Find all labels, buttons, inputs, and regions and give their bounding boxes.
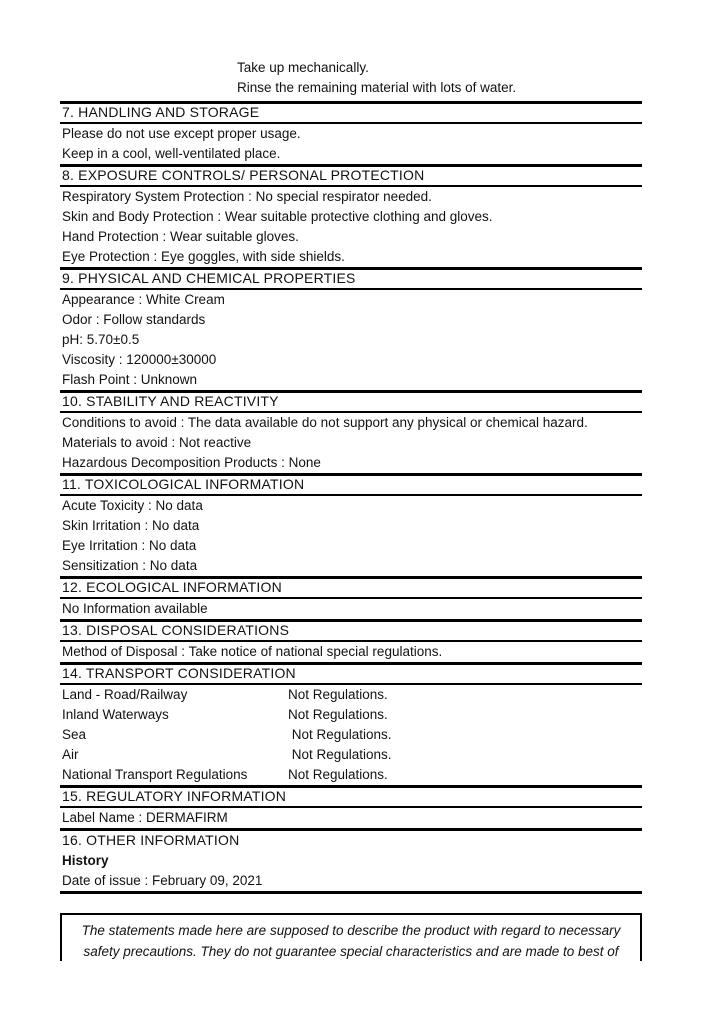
section-handling-and-storage: [60, 101, 642, 164]
section-stability-reactivity: [60, 390, 642, 473]
transport-regulation-value: Not Regulations.: [288, 747, 392, 762]
section-line: pH: 5.70±0.5: [62, 332, 140, 347]
disclaimer-line: safety precautions. They do not guarantee special characteristics and are made to best of: [83, 944, 619, 959]
section-line: Materials to avoid : Not reactive: [62, 435, 252, 450]
transport-row: [60, 705, 642, 725]
section-toxicological-information: [60, 473, 642, 576]
section-title: 15. REGULATORY INFORMATION: [60, 785, 642, 808]
transport-regulation-value: Not Regulations.: [288, 687, 388, 702]
section-line: Keep in a cool, well-ventilated place.: [62, 146, 281, 161]
section-line: Please do not use except proper usage.: [62, 126, 301, 141]
section-line: Method of Disposal : Take notice of national special regulations.: [62, 644, 443, 659]
section-title: 14. TRANSPORT CONSIDERATION: [60, 662, 642, 685]
sds-document-page: [60, 58, 642, 961]
section-line: Hazardous Decomposition Products : None: [62, 455, 321, 470]
section-title: 8. EXPOSURE CONTROLS/ PERSONAL PROTECTION: [60, 164, 642, 187]
section-line: Viscosity : 120000±30000: [62, 352, 217, 367]
disclaimer-box: [60, 913, 642, 961]
section-ecological-information: [60, 576, 642, 619]
history-subheading: History: [62, 853, 109, 868]
section-title: 10. STABILITY AND REACTIVITY: [60, 390, 642, 413]
section-title: 12. ECOLOGICAL INFORMATION: [60, 576, 642, 599]
section-line: Respiratory System Protection : No special respirator needed.: [62, 189, 432, 204]
section-title: 7. HANDLING AND STORAGE: [60, 101, 642, 124]
transport-mode-label: Air: [62, 747, 79, 762]
section-exposure-controls: [60, 164, 642, 267]
section-line: Skin Irritation : No data: [62, 518, 200, 533]
section-line: No Information available: [62, 601, 208, 616]
transport-row: [60, 745, 642, 765]
section-title: 11. TOXICOLOGICAL INFORMATION: [60, 473, 642, 496]
transport-mode-label: National Transport Regulations: [62, 767, 248, 782]
section-line: Acute Toxicity : No data: [62, 498, 203, 513]
transport-regulation-value: Not Regulations.: [288, 707, 388, 722]
section-physical-chemical-properties: [60, 267, 642, 390]
section-line: Skin and Body Protection : Wear suitable protective clothing and gloves.: [62, 209, 493, 224]
transport-row: [60, 685, 642, 705]
section-transport-consideration: [60, 662, 642, 785]
transport-row: [60, 725, 642, 745]
section-line: Appearance : White Cream: [62, 292, 225, 307]
transport-mode-label: Land - Road/Railway: [62, 687, 188, 702]
transport-regulation-value: Not Regulations.: [288, 767, 388, 782]
intro-line: Rinse the remaining material with lots of water.: [237, 80, 517, 95]
section-line: Conditions to avoid : The data available do not support any physical or chemical hazard.: [62, 415, 588, 430]
section-title: 9. PHYSICAL AND CHEMICAL PROPERTIES: [60, 267, 642, 290]
disclaimer-line: The statements made here are supposed to describe the product with regard to necessary: [81, 923, 621, 938]
section-line: Sensitization : No data: [62, 558, 198, 573]
section-title: 13. DISPOSAL CONSIDERATIONS: [60, 619, 642, 642]
section-line: Label Name : DERMAFIRM: [62, 810, 228, 825]
section-title: 16. OTHER INFORMATION: [60, 828, 642, 851]
transport-mode-label: Sea: [62, 727, 87, 742]
section-other-information: [60, 828, 642, 894]
transport-regulation-value: Not Regulations.: [288, 727, 392, 742]
transport-mode-label: Inland Waterways: [62, 707, 169, 722]
section-disposal-considerations: [60, 619, 642, 662]
section-line: Date of issue : February 09, 2021: [62, 873, 263, 888]
section-line: Eye Irritation : No data: [62, 538, 197, 553]
section-line: Odor : Follow standards: [62, 312, 206, 327]
section-line: Hand Protection : Wear suitable gloves.: [62, 229, 299, 244]
section-regulatory-information: [60, 785, 642, 828]
intro-block: [60, 58, 642, 98]
section-line: Flash Point : Unknown: [62, 372, 198, 387]
section-line: Eye Protection : Eye goggles, with side shields.: [62, 249, 345, 264]
transport-row: [60, 765, 642, 785]
intro-line: Take up mechanically.: [237, 60, 369, 75]
